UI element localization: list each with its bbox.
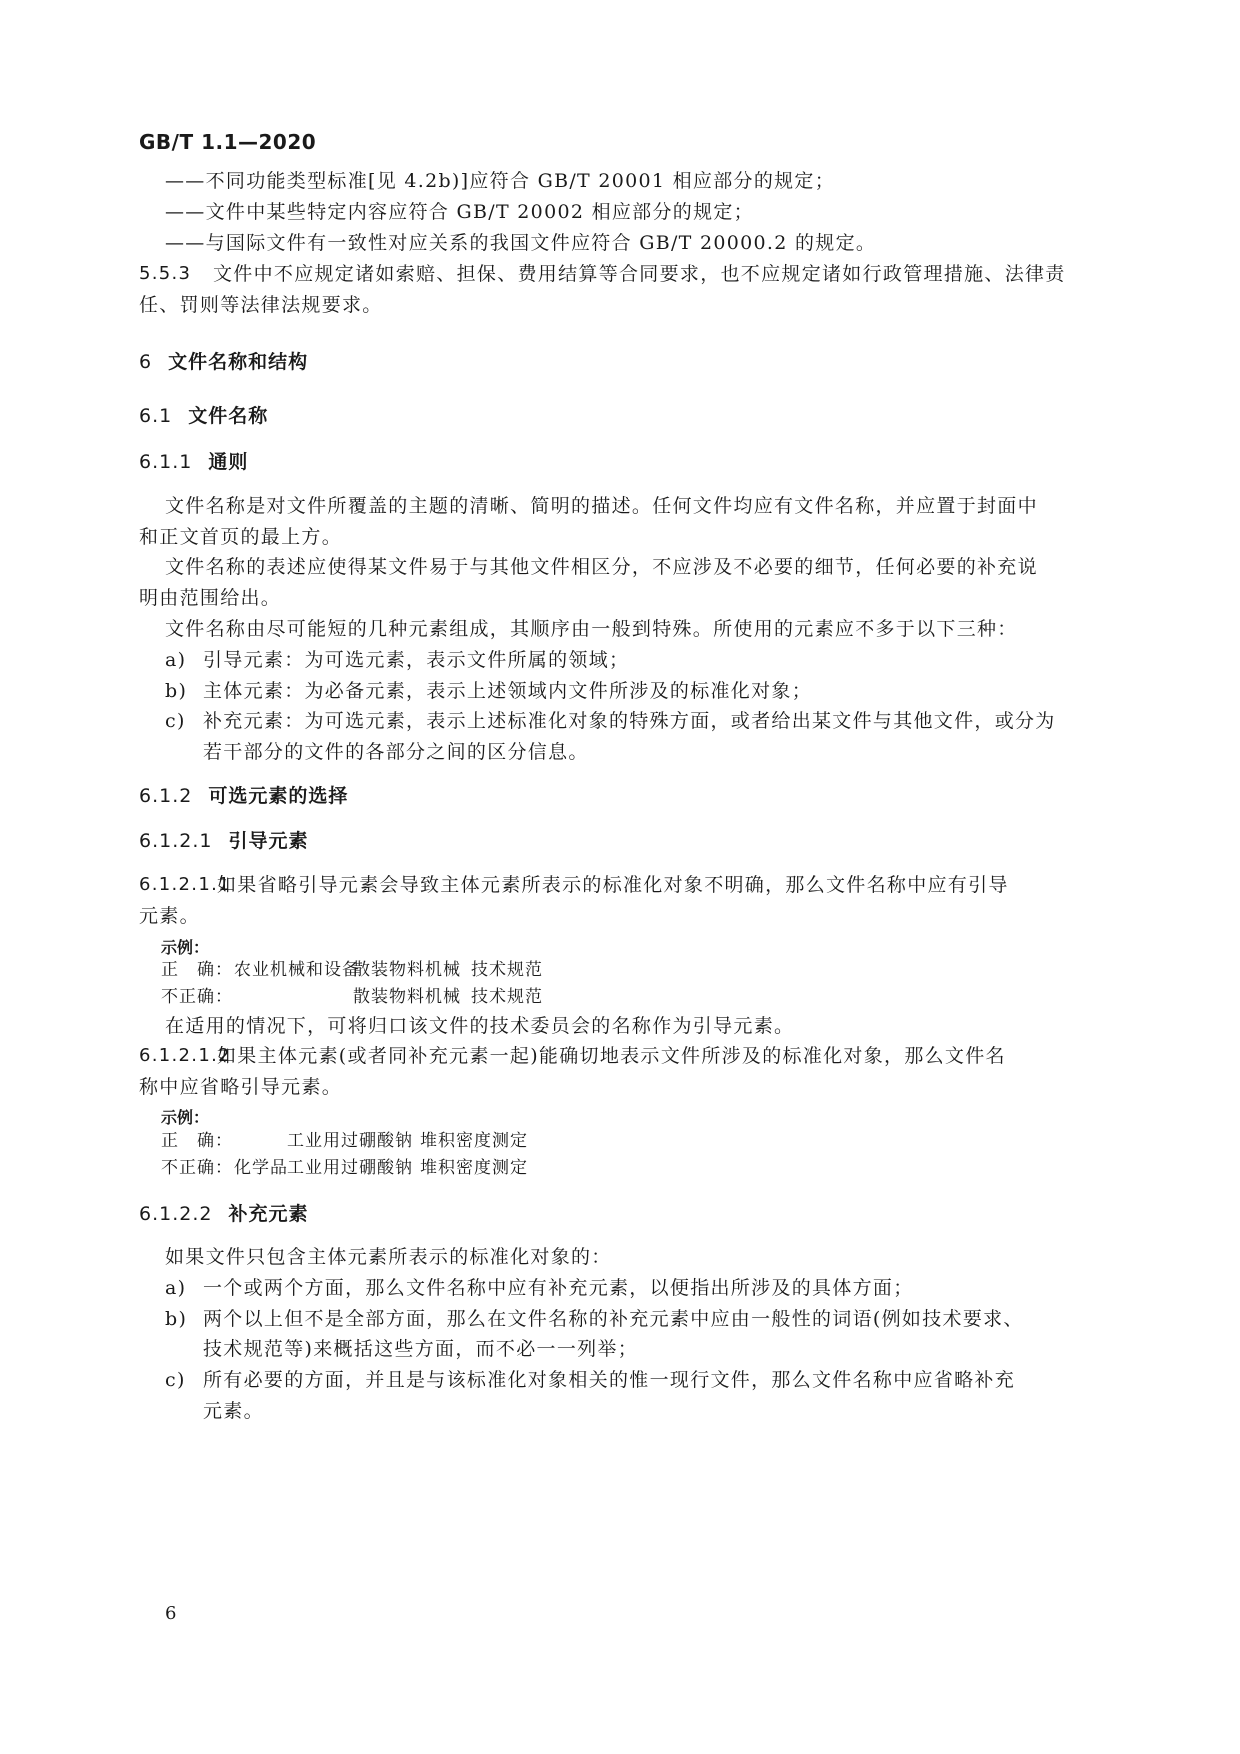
clause-number: 6.1.2.1.2 [139, 1045, 231, 1066]
example-wrong-label: 不正确： [161, 1158, 233, 1178]
example-wrong-part: 工业用过硼酸钠 [287, 1158, 413, 1178]
list-item-text: 一个或两个方面，那么文件名称中应有补充元素，以便指出所涉及的具体方面； [203, 1277, 914, 1299]
heading-number: 6.1 [139, 405, 173, 427]
heading-title: 可选元素的选择 [208, 785, 349, 807]
list-item-text: 引导元素：为可选元素，表示文件所属的领域； [203, 649, 630, 671]
list-item-text: 主体元素：为必备元素，表示上述领域内文件所涉及的标准化对象； [203, 680, 813, 702]
paragraph-line: 称中应省略引导元素。 [139, 1076, 343, 1098]
section-heading-6-1-2 [139, 785, 348, 807]
list-marker: b) [165, 680, 188, 702]
paragraph-line: 如果主体元素(或者同补充元素一起)能确切地表示文件所涉及的标准化对象，那么文件名 [217, 1045, 1006, 1067]
section-heading-6-1-2-1 [139, 830, 309, 852]
list-item-text: 补充元素：为可选元素，表示上述标准化对象的特殊方面，或者给出某文件与其他文件，或分为 [203, 710, 1056, 732]
list-marker: b) [165, 1308, 188, 1330]
page-number: 6 [165, 1603, 177, 1624]
list-item-text: 技术规范等)来概括这些方面，而不必一一列举； [203, 1338, 639, 1360]
example-correct-label: 正 确： [161, 1131, 233, 1151]
example-correct-part: 工业用过硼酸钠 [287, 1131, 413, 1151]
list-item-text: 若干部分的文件的各部分之间的区分信息。 [203, 741, 589, 763]
example-label: 示例： [161, 1108, 210, 1127]
dash-item: ——文件中某些特定内容应符合 GB/T 20002 相应部分的规定； [165, 201, 754, 223]
example-correct-part: 散装物料机械 [353, 960, 461, 980]
list-item-text: 两个以上但不是全部方面，那么在文件名称的补充元素中应由一般性的词语(例如技术要求、 [203, 1308, 1024, 1330]
example-correct-part: 农业机械和设备 [234, 960, 360, 980]
heading-title: 引导元素 [228, 830, 309, 852]
paragraph-line: 文件名称的表述应使得某文件易于与其他文件相区分，不应涉及不必要的细节，任何必要的补充说 [165, 556, 1038, 578]
paragraph-line: 文件名称是对文件所覆盖的主题的清晰、简明的描述。任何文件均应有文件名称，并应置于封面中 [165, 495, 1038, 517]
paragraph-line: 任、罚则等法律法规要求。 [139, 294, 383, 316]
example-correct-part: 技术规范 [471, 960, 543, 980]
dash-item: ——不同功能类型标准[见 4.2b)]应符合 GB/T 20001 相应部分的规定； [165, 170, 836, 192]
paragraph-line: 在适用的情况下，可将归口该文件的技术委员会的名称作为引导元素。 [165, 1015, 795, 1037]
list-item-text: 元素。 [203, 1400, 264, 1422]
example-wrong-label: 不正确： [161, 987, 233, 1007]
example-correct-label: 正 确： [161, 960, 233, 980]
example-label: 示例： [161, 938, 210, 957]
example-wrong-part: 技术规范 [471, 987, 543, 1007]
section-heading-6 [139, 351, 308, 373]
section-heading-6-1-2-2 [139, 1203, 309, 1225]
heading-title: 补充元素 [228, 1203, 309, 1225]
heading-number: 6.1.1 [139, 451, 193, 473]
heading-title: 文件名称和结构 [168, 351, 309, 373]
dash-item: ——与国际文件有一致性对应关系的我国文件应符合 GB/T 20000.2 的规定。 [165, 232, 877, 254]
paragraph-line: 文件名称由尽可能短的几种元素组成，其顺序由一般到特殊。所使用的元素应不多于以下三种： [165, 618, 1018, 640]
clause-number: 6.1.2.1.1 [139, 874, 231, 895]
heading-title: 文件名称 [188, 405, 269, 427]
list-marker: a) [165, 649, 187, 671]
list-marker: c) [165, 710, 186, 732]
section-heading-6-1-1 [139, 451, 248, 473]
list-item-text: 所有必要的方面，并且是与该标准化对象相关的惟一现行文件，那么文件名称中应省略补充 [203, 1369, 1016, 1391]
heading-number: 6 [139, 351, 153, 373]
heading-number: 6.1.2.1 [139, 830, 213, 852]
section-heading-6-1 [139, 405, 268, 427]
paragraph-line: 文件中不应规定诸如索赔、担保、费用结算等合同要求，也不应规定诸如行政管理措施、法律责 [213, 263, 1066, 285]
paragraph-line: 和正文首页的最上方。 [139, 526, 343, 548]
example-wrong-part: 堆积密度测定 [420, 1158, 528, 1178]
standard-code-header: GB/T 1.1—2020 [139, 130, 317, 154]
paragraph-line: 如果文件只包含主体元素所表示的标准化对象的： [165, 1246, 612, 1268]
list-marker: a) [165, 1277, 187, 1299]
list-marker: c) [165, 1369, 186, 1391]
paragraph-line: 元素。 [139, 905, 200, 927]
paragraph-line: 明由范围给出。 [139, 587, 282, 609]
paragraph-line: 如果省略引导元素会导致主体元素所表示的标准化对象不明确，那么文件名称中应有引导 [217, 874, 1009, 896]
heading-title: 通则 [208, 451, 249, 473]
heading-number: 6.1.2 [139, 785, 193, 807]
clause-number: 5.5.3 [139, 263, 192, 284]
example-correct-part: 堆积密度测定 [420, 1131, 528, 1151]
example-wrong-part: 散装物料机械 [353, 987, 461, 1007]
heading-number: 6.1.2.2 [139, 1203, 213, 1225]
example-wrong-part: 化学品 [234, 1158, 288, 1178]
